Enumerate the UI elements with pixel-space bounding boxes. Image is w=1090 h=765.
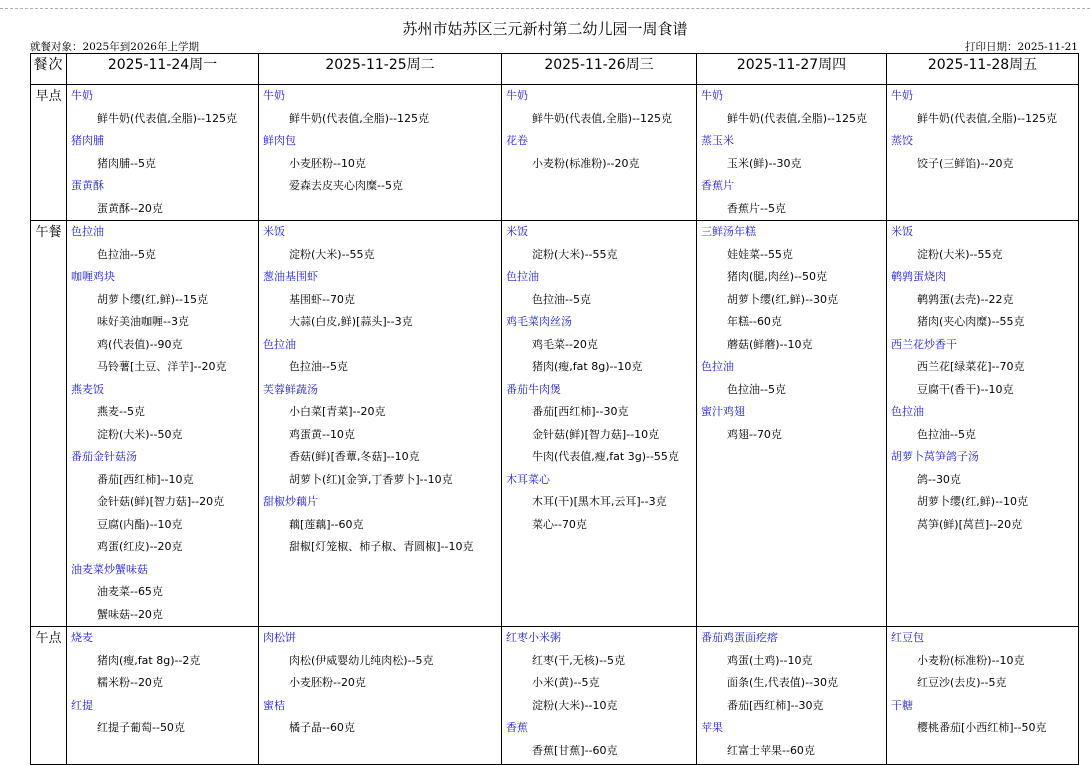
dish-name: 干糖 <box>891 698 913 712</box>
menu-cell <box>67 627 259 765</box>
ingredient-item: 甜椒[灯笼椒、柿子椒、青圆椒]--10克 <box>289 540 474 553</box>
ingredient-item: 香蕉片--5克 <box>727 201 786 215</box>
dish-name: 香蕉 <box>506 721 528 734</box>
ingredient-item: 小麦粉(标准粉)--10克 <box>917 653 1025 667</box>
ingredient-item: 番茄[西红柿]--30克 <box>727 698 824 712</box>
dish-name: 肉松饼 <box>263 631 296 644</box>
dish-name: 红提 <box>71 698 93 712</box>
meal-row <box>31 221 1079 627</box>
ingredient-item: 红提子葡萄--50克 <box>97 721 185 734</box>
dish-name: 油麦菜炒蟹味菇 <box>71 562 148 576</box>
ingredient-item: 色拉油--5克 <box>917 427 976 441</box>
dish-name: 色拉油 <box>891 405 924 418</box>
dish-name: 三鲜汤年糕 <box>701 225 756 238</box>
ingredient-item: 番茄[西红柿]--30克 <box>532 405 629 418</box>
ingredient-item: 红豆沙(去皮)--5克 <box>917 676 1007 689</box>
ingredient-item: 淀粉(大米)--55克 <box>532 247 618 261</box>
ingredient-item: 豆腐(内酯)--10克 <box>97 517 183 531</box>
ingredient-item: 鲜牛奶(代表值,全脂)--125克 <box>97 111 238 125</box>
ingredient-item: 菜心--70克 <box>532 517 587 531</box>
ingredient-item: 燕麦--5克 <box>97 405 145 418</box>
ingredient-item: 马铃薯[土豆、洋芋]--20克 <box>97 360 227 373</box>
dish-name: 蒸玉米 <box>701 134 734 147</box>
ingredient-item: 大蒜(白皮,鲜)[蒜头]--3克 <box>289 315 413 328</box>
day-header: 2025-11-25周二 <box>259 54 502 85</box>
ingredient-item: 淀粉(大米)--50克 <box>97 427 183 441</box>
ingredient-item: 木耳(干)[黑木耳,云耳]--3克 <box>532 495 667 508</box>
ingredient-item: 鸽--30克 <box>917 472 961 486</box>
ingredient-item: 胡萝卜缨(红,鲜)--10克 <box>917 495 1029 508</box>
menu-cell <box>887 627 1079 765</box>
ingredient-item: 红富士苹果--60克 <box>727 743 815 757</box>
dish-name: 色拉油 <box>71 225 104 238</box>
dish-name: 芙蓉鲜蔬汤 <box>263 382 318 396</box>
menu-cell <box>259 221 502 627</box>
ingredient-item: 鲜牛奶(代表值,全脂)--125克 <box>727 111 868 125</box>
ingredient-item: 鸡(代表值)--90克 <box>97 337 183 351</box>
ingredient-item: 淀粉(大米)--10克 <box>532 698 618 712</box>
ingredient-item: 爱森去皮夹心肉糜--5克 <box>289 179 403 192</box>
dish-name: 甜椒炒藕片 <box>263 495 318 508</box>
ingredient-item: 玉米(鲜)--30克 <box>727 156 802 170</box>
menu-cell <box>697 627 887 765</box>
ingredient-item: 色拉油--5克 <box>289 360 348 373</box>
ingredient-item: 小白菜[青菜]--20克 <box>289 405 386 418</box>
ingredient-item: 基围虾--70克 <box>289 292 355 306</box>
dish-name: 烧麦 <box>71 631 93 644</box>
ingredient-item: 鸡翅--70克 <box>727 427 782 441</box>
dish-name: 蜜汁鸡翅 <box>701 405 745 418</box>
ingredient-item: 鸡蛋(土鸡)--10克 <box>727 653 813 667</box>
dish-name: 花卷 <box>506 134 528 147</box>
dish-name: 红豆包 <box>891 631 924 644</box>
ingredient-item: 番茄[西红柿]--10克 <box>97 472 194 486</box>
menu-cell <box>887 221 1079 627</box>
ingredient-item: 鹌鹑蛋(去壳)--22克 <box>917 292 1014 306</box>
meal-label: 午点 <box>31 627 67 765</box>
menu-cell <box>697 85 887 221</box>
dish-name: 苹果 <box>701 721 723 734</box>
ingredient-item: 小麦粉(标准粉)--20克 <box>532 156 640 170</box>
ingredient-item: 金针菇(鲜)[智力菇]--20克 <box>97 495 225 508</box>
meal-row <box>31 627 1079 765</box>
ingredient-item: 藕[莲藕]--60克 <box>289 517 364 531</box>
ingredient-item: 油麦菜--65克 <box>97 585 163 598</box>
ingredient-item: 蘑菇(鲜蘑)--10克 <box>727 337 813 351</box>
ingredient-item: 牛肉(代表值,瘦,fat 3g)--55克 <box>532 450 679 463</box>
dish-name: 香蕉片 <box>701 179 734 192</box>
ingredient-item: 小麦胚粉--10克 <box>289 156 366 170</box>
dish-name: 胡萝卜莴笋鸽子汤 <box>891 450 979 463</box>
page-title: 苏州市姑苏区三元新村第二幼儿园一周食谱 <box>402 20 688 38</box>
ingredient-item: 淀粉(大米)--55克 <box>289 247 375 261</box>
ingredient-item: 香蕉[甘蕉]--60克 <box>532 743 618 757</box>
meal-label: 午餐 <box>31 221 67 627</box>
ingredient-item: 鲜牛奶(代表值,全脂)--125克 <box>917 111 1058 125</box>
ingredient-item: 胡萝卜缨(红,鲜)--30克 <box>727 292 839 306</box>
menu-cell <box>67 221 259 627</box>
ingredient-item: 蟹味菇--20克 <box>97 607 163 621</box>
ingredient-item: 色拉油--5克 <box>727 382 786 396</box>
print-date: 打印日期：2025-11-21 <box>964 41 1078 53</box>
ingredient-item: 猪肉(瘦,fat 8g)--2克 <box>97 653 201 667</box>
ingredient-item: 鸡毛菜--20克 <box>532 337 598 351</box>
ingredient-item: 猪肉(夹心肉糜)--55克 <box>917 315 1025 328</box>
ingredient-item: 胡萝卜(红)[金笋,丁香萝卜]--10克 <box>289 472 453 486</box>
top-border-line <box>0 8 1090 9</box>
dish-name: 牛奶 <box>891 89 913 102</box>
ingredient-item: 色拉油--5克 <box>97 247 156 261</box>
dish-name: 葱油基围虾 <box>263 270 318 283</box>
day-header: 2025-11-24周一 <box>67 54 259 85</box>
menu-cell <box>502 627 697 765</box>
dish-name: 色拉油 <box>263 337 296 351</box>
ingredient-item: 鲜牛奶(代表值,全脂)--125克 <box>289 111 430 125</box>
ingredient-item: 橘子晶--60克 <box>289 721 355 734</box>
dish-name: 蜜桔 <box>263 698 285 712</box>
dish-name: 鹌鹑蛋烧肉 <box>891 270 946 283</box>
weekly-menu-table <box>30 53 1079 765</box>
ingredient-item: 猪肉(瘦,fat 8g)--10克 <box>532 360 643 373</box>
day-header: 2025-11-28周五 <box>887 54 1079 85</box>
dish-name: 色拉油 <box>701 360 734 373</box>
dish-name: 鲜肉包 <box>263 134 296 147</box>
ingredient-item: 金针菇(鲜)[智力菇]--10克 <box>532 427 660 441</box>
ingredient-item: 猪肉脯--5克 <box>97 156 156 170</box>
ingredient-item: 年糕--60克 <box>727 315 782 328</box>
menu-cell <box>67 85 259 221</box>
ingredient-item: 色拉油--5克 <box>532 292 591 306</box>
dish-name: 牛奶 <box>71 89 93 102</box>
day-header: 2025-11-27周四 <box>697 54 887 85</box>
dish-name: 蒸饺 <box>891 134 913 147</box>
ingredient-item: 小米(黄)--5克 <box>532 676 600 689</box>
dish-name: 番茄牛肉煲 <box>506 382 561 396</box>
ingredient-item: 娃娃菜--55克 <box>727 247 793 261</box>
ingredient-item: 猪肉(腿,肉丝)--50克 <box>727 270 828 283</box>
menu-cell <box>259 627 502 765</box>
menu-cell <box>502 85 697 221</box>
dish-name: 猪肉脯 <box>71 134 104 147</box>
ingredient-item: 味好美油咖喱--3克 <box>97 315 189 328</box>
dish-name: 鸡毛菜肉丝汤 <box>506 315 572 328</box>
ingredient-item: 鲜牛奶(代表值,全脂)--125克 <box>532 111 673 125</box>
dish-name: 牛奶 <box>506 89 528 102</box>
menu-cell <box>259 85 502 221</box>
dish-name: 番茄鸡蛋面疙瘩 <box>701 631 778 644</box>
dish-name: 米饭 <box>506 225 528 238</box>
ingredient-item: 香菇(鲜)[香蕈,冬菇]--10克 <box>289 450 420 463</box>
ingredient-item: 鸡蛋(红皮)--20克 <box>97 540 183 553</box>
meal-column-header: 餐次 <box>31 54 67 85</box>
dish-name: 番茄金针菇汤 <box>71 450 137 463</box>
ingredient-item: 莴笋(鲜)[莴苣]--20克 <box>917 517 1023 531</box>
ingredient-item: 樱桃番茄[小西红柿]--50克 <box>917 721 1047 734</box>
dish-name: 蛋黄酥 <box>71 179 104 192</box>
ingredient-item: 胡萝卜缨(红,鲜)--15克 <box>97 292 209 306</box>
dish-name: 燕麦饭 <box>71 382 104 396</box>
menu-cell <box>887 85 1079 221</box>
ingredient-item: 淀粉(大米)--55克 <box>917 247 1003 261</box>
dish-name: 牛奶 <box>701 89 723 102</box>
ingredient-item: 鸡蛋黄--10克 <box>289 427 355 441</box>
dish-name: 牛奶 <box>263 89 285 102</box>
ingredient-item: 面条(生,代表值)--30克 <box>727 676 839 689</box>
ingredient-item: 西兰花[绿菜花]--70克 <box>917 360 1025 373</box>
dish-name: 红枣小米粥 <box>506 631 561 644</box>
menu-cell <box>697 221 887 627</box>
dish-name: 米饭 <box>263 225 285 238</box>
dish-name: 西兰花炒香干 <box>891 337 957 351</box>
ingredient-item: 豆腐干(香干)--10克 <box>917 382 1014 396</box>
ingredient-item: 饺子(三鲜馅)--20克 <box>917 156 1014 170</box>
dish-name: 色拉油 <box>506 270 539 283</box>
ingredient-item: 小麦胚粉--20克 <box>289 676 366 689</box>
meal-label: 早点 <box>31 85 67 221</box>
menu-cell <box>502 221 697 627</box>
header-row <box>31 54 1079 85</box>
ingredient-item: 红枣(干,无核)--5克 <box>532 653 626 667</box>
ingredient-item: 糯米粉--20克 <box>97 676 163 689</box>
dining-target: 就餐对象：2025年到2026年上学期 <box>30 41 199 53</box>
ingredient-item: 蛋黄酥--20克 <box>97 201 163 215</box>
dish-name: 木耳菜心 <box>506 472 550 486</box>
dish-name: 咖喱鸡块 <box>71 270 115 283</box>
dish-name: 米饭 <box>891 225 913 238</box>
meal-row <box>31 85 1079 221</box>
day-header: 2025-11-26周三 <box>502 54 697 85</box>
ingredient-item: 肉松(伊威婴幼儿纯肉松)--5克 <box>289 653 434 667</box>
